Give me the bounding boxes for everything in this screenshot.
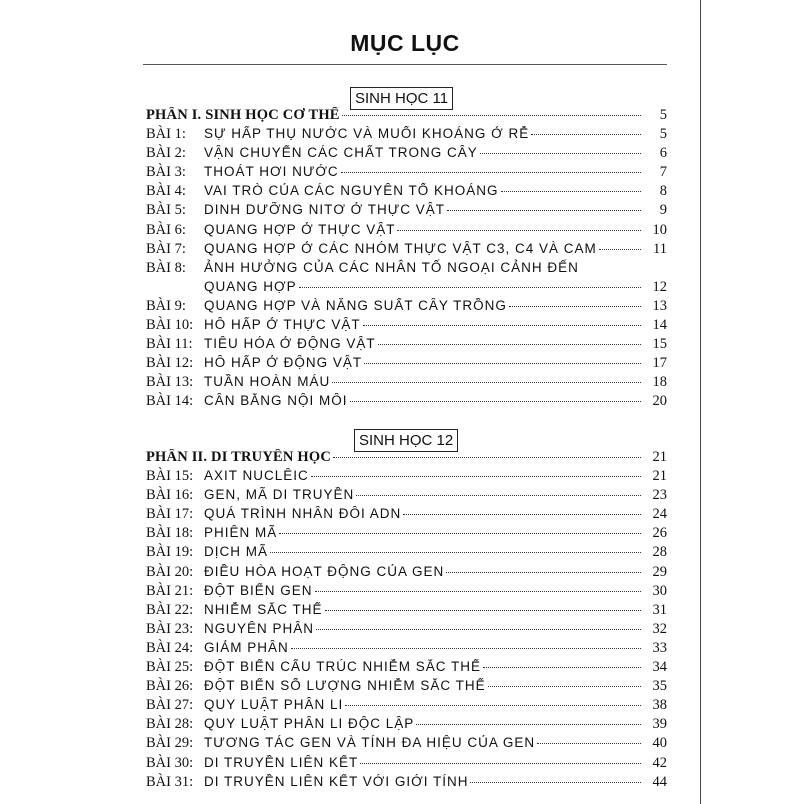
page-number: 5 bbox=[659, 126, 667, 143]
dot-leader bbox=[356, 495, 641, 496]
dot-leader bbox=[446, 572, 641, 573]
toc-row[interactable] bbox=[146, 544, 667, 563]
lesson-number: BÀI 23: bbox=[146, 620, 194, 637]
page-number: 42 bbox=[652, 754, 667, 771]
page-number: 23 bbox=[652, 487, 667, 504]
page-number: 7 bbox=[659, 164, 667, 181]
toc-row[interactable] bbox=[146, 583, 667, 602]
dot-leader bbox=[531, 134, 641, 135]
lesson-title: QUY LUẬT PHÂN LI bbox=[204, 697, 344, 713]
lesson-title: QUANG HỢP Ở THỰC VẬT bbox=[204, 221, 396, 237]
page-title: MỤC LỤC bbox=[350, 30, 460, 56]
lesson-title: PHIÊN MÃ bbox=[204, 525, 278, 541]
lesson-number: BÀI 15: bbox=[146, 468, 194, 485]
page-number: 44 bbox=[652, 773, 667, 790]
page-number: 39 bbox=[652, 716, 667, 733]
dot-leader bbox=[403, 514, 641, 515]
lesson-number: BÀI 24: bbox=[146, 639, 194, 656]
dot-leader bbox=[378, 344, 641, 345]
page-number: 38 bbox=[652, 697, 667, 714]
lesson-number: BÀI 1: bbox=[146, 126, 186, 143]
part-heading-row[interactable] bbox=[146, 107, 667, 126]
lesson-title: TƯƠNG TÁC GEN VÀ TÍNH ĐA HIỆU CỦA GEN bbox=[204, 735, 536, 751]
lesson-number: BÀI 3: bbox=[146, 164, 186, 181]
lesson-number: BÀI 29: bbox=[146, 735, 194, 752]
dot-leader bbox=[501, 191, 641, 192]
lesson-number: BÀI 26: bbox=[146, 678, 194, 695]
toc-row[interactable] bbox=[146, 260, 667, 279]
lesson-title: ĐỘT BIẾN CẤU TRÚC NHIỄM SẮC THỂ bbox=[204, 659, 482, 675]
toc-section-2 bbox=[146, 449, 667, 793]
toc-row[interactable] bbox=[146, 659, 667, 678]
dot-leader bbox=[291, 648, 641, 649]
dot-leader bbox=[279, 533, 641, 534]
toc-row[interactable] bbox=[146, 336, 667, 355]
lesson-title: TUẦN HOÀN MÁU bbox=[204, 374, 331, 390]
dot-leader bbox=[325, 610, 641, 611]
lesson-number: BÀI 16: bbox=[146, 487, 194, 504]
toc-row[interactable] bbox=[146, 716, 667, 735]
page-number: 13 bbox=[652, 297, 667, 314]
toc-row[interactable] bbox=[146, 506, 667, 525]
lesson-title: QUÁ TRÌNH NHÂN ĐÔI ADN bbox=[204, 506, 402, 522]
section-heading-sinh-hoc-12: SINH HỌC 12 bbox=[354, 429, 458, 452]
toc-row[interactable] bbox=[146, 355, 667, 374]
dot-leader bbox=[270, 552, 641, 553]
lesson-title: DI TRUYỀN LIÊN KẾT bbox=[204, 754, 359, 770]
page-number: 14 bbox=[652, 317, 667, 334]
lesson-title: QUY LUẬT PHÂN LI ĐỘC LẬP bbox=[204, 716, 415, 732]
lesson-number: BÀI 10: bbox=[146, 317, 194, 334]
lesson-number: BÀI 9: bbox=[146, 297, 186, 314]
page-number: 21 bbox=[652, 468, 667, 485]
toc-row[interactable] bbox=[146, 241, 667, 260]
lesson-title: HÔ HẤP Ở ĐỘNG VẬT bbox=[204, 355, 363, 371]
lesson-number: BÀI 25: bbox=[146, 659, 194, 676]
toc-row[interactable] bbox=[146, 640, 667, 659]
lesson-title: SỰ HẤP THỤ NƯỚC VÀ MUỐI KHOÁNG Ở RỄ bbox=[204, 126, 530, 142]
lesson-number: BÀI 13: bbox=[146, 374, 194, 391]
lesson-title: TIÊU HÓA Ở ĐỘNG VẬT bbox=[204, 336, 376, 352]
lesson-title: NHIỄM SẮC THỂ bbox=[204, 601, 323, 617]
page-number: 6 bbox=[659, 145, 667, 162]
lesson-title: DINH DƯỠNG NITƠ Ở THỰC VẬT bbox=[204, 202, 446, 218]
lesson-title: AXIT NUCLÊIC bbox=[204, 468, 309, 484]
toc-row[interactable] bbox=[146, 202, 667, 221]
page-number: 34 bbox=[652, 659, 667, 676]
lesson-number: BÀI 6: bbox=[146, 221, 186, 238]
lesson-number: BÀI 22: bbox=[146, 601, 194, 618]
dot-leader bbox=[483, 667, 641, 668]
toc-row[interactable] bbox=[146, 126, 667, 145]
toc-row[interactable] bbox=[146, 678, 667, 697]
dot-leader bbox=[341, 172, 641, 173]
toc-row[interactable] bbox=[146, 145, 667, 164]
lesson-title: ĐỘT BIẾN GEN bbox=[204, 582, 313, 598]
lesson-number: BÀI 7: bbox=[146, 240, 186, 257]
section-heading-sinh-hoc-11: SINH HỌC 11 bbox=[350, 87, 453, 110]
toc-row[interactable] bbox=[146, 697, 667, 716]
lesson-title: ĐỘT BIẾN SỐ LƯỢNG NHIỄM SẮC THỂ bbox=[204, 678, 486, 694]
title-divider bbox=[143, 64, 667, 65]
lesson-title: GEN, MÃ DI TRUYỀN bbox=[204, 487, 355, 503]
dot-leader bbox=[488, 686, 641, 687]
lesson-title: DỊCH MÃ bbox=[204, 544, 268, 560]
page-number: 33 bbox=[652, 639, 667, 656]
lesson-number: BÀI 31: bbox=[146, 773, 194, 790]
page-number: 35 bbox=[652, 678, 667, 695]
page-number: 17 bbox=[652, 355, 667, 372]
lesson-number: BÀI 2: bbox=[146, 145, 186, 162]
page-number: 20 bbox=[652, 393, 667, 410]
lesson-number: BÀI 11: bbox=[146, 336, 193, 353]
page-number: 30 bbox=[652, 582, 667, 599]
toc-row[interactable] bbox=[146, 317, 667, 336]
lesson-number: BÀI 21: bbox=[146, 582, 194, 599]
toc-row[interactable] bbox=[146, 374, 667, 393]
dot-leader bbox=[332, 382, 641, 383]
page-number: 29 bbox=[652, 563, 667, 580]
toc-row-continued[interactable] bbox=[146, 279, 667, 298]
toc-row[interactable] bbox=[146, 164, 667, 183]
dot-leader bbox=[360, 763, 641, 764]
page-number: 40 bbox=[652, 735, 667, 752]
toc-row[interactable] bbox=[146, 468, 667, 487]
dot-leader bbox=[397, 230, 641, 231]
lesson-title: THOÁT HƠI NƯỚC bbox=[204, 164, 339, 180]
dot-leader bbox=[299, 287, 641, 288]
page-number: 9 bbox=[659, 202, 667, 219]
page-number: 31 bbox=[652, 601, 667, 618]
page-number: 32 bbox=[652, 620, 667, 637]
lesson-number: BÀI 27: bbox=[146, 697, 194, 714]
dot-leader bbox=[333, 457, 641, 458]
lesson-title: NGUYÊN PHÂN bbox=[204, 620, 315, 636]
lesson-number: BÀI 5: bbox=[146, 202, 186, 219]
toc-section-1 bbox=[146, 107, 667, 413]
lesson-title: QUANG HỢP VÀ NĂNG SUẤT CÂY TRỒNG bbox=[204, 297, 507, 313]
dot-leader bbox=[342, 115, 641, 116]
lesson-number: BÀI 30: bbox=[146, 754, 194, 771]
lesson-title: ĐIỀU HÒA HOẠT ĐỘNG CỦA GEN bbox=[204, 563, 445, 579]
lesson-number: BÀI 4: bbox=[146, 183, 186, 200]
dot-leader bbox=[316, 629, 641, 630]
toc-row[interactable] bbox=[146, 393, 667, 412]
part-heading-row[interactable] bbox=[146, 449, 667, 468]
toc-row[interactable] bbox=[146, 222, 667, 241]
lesson-title-continued: QUANG HỢP bbox=[204, 278, 297, 294]
page-number: 11 bbox=[653, 240, 667, 257]
lesson-title: DI TRUYỀN LIÊN KẾT VỚI GIỚI TÍNH bbox=[204, 773, 469, 789]
lesson-title: GIẢM PHÂN bbox=[204, 639, 289, 655]
dot-leader bbox=[363, 325, 641, 326]
page-number: 8 bbox=[659, 183, 667, 200]
dot-leader bbox=[350, 401, 641, 402]
dot-leader bbox=[537, 743, 641, 744]
page-number: 21 bbox=[652, 449, 667, 465]
lesson-title: ẢNH HƯỞNG CỦA CÁC NHÂN TỐ NGOẠI CẢNH ĐẾN bbox=[204, 259, 579, 275]
lesson-number: BÀI 28: bbox=[146, 716, 194, 733]
lesson-number: BÀI 18: bbox=[146, 525, 194, 542]
dot-leader bbox=[311, 476, 641, 477]
dot-leader bbox=[509, 306, 641, 307]
dot-leader bbox=[470, 782, 641, 783]
toc-row[interactable] bbox=[146, 755, 667, 774]
lesson-title: VAI TRÒ CỦA CÁC NGUYÊN TỐ KHOÁNG bbox=[204, 183, 499, 199]
part-title: PHẦN II. DI TRUYỀN HỌC bbox=[146, 449, 331, 465]
toc-row[interactable] bbox=[146, 774, 667, 793]
dot-leader bbox=[315, 591, 641, 592]
lesson-title: QUANG HỢP Ở CÁC NHÓM THỰC VẬT C3, C4 VÀ CAM bbox=[204, 240, 597, 256]
page-number: 5 bbox=[659, 107, 667, 123]
lesson-title: VẬN CHUYỂN CÁC CHẤT TRONG CÂY bbox=[204, 145, 478, 161]
page-number: 26 bbox=[652, 525, 667, 542]
page-number: 24 bbox=[652, 506, 667, 523]
lesson-number: BÀI 20: bbox=[146, 563, 194, 580]
lesson-number: BÀI 17: bbox=[146, 506, 194, 523]
toc-row[interactable] bbox=[146, 621, 667, 640]
page-number: 18 bbox=[652, 374, 667, 391]
toc-row[interactable] bbox=[146, 602, 667, 621]
page-edge-line bbox=[700, 0, 701, 804]
dot-leader bbox=[599, 249, 641, 250]
toc-row[interactable] bbox=[146, 298, 667, 317]
toc-row[interactable] bbox=[146, 487, 667, 506]
dot-leader bbox=[345, 705, 641, 706]
dot-leader bbox=[480, 153, 641, 154]
page-number: 15 bbox=[652, 336, 667, 353]
lesson-number: BÀI 14: bbox=[146, 393, 194, 410]
lesson-number: BÀI 8: bbox=[146, 259, 186, 276]
page-number: 28 bbox=[652, 544, 667, 561]
toc-row[interactable] bbox=[146, 525, 667, 544]
part-title: PHẦN I. SINH HỌC CƠ THỂ bbox=[146, 107, 340, 123]
page-number: 12 bbox=[652, 278, 667, 295]
lesson-title: HÔ HẤP Ở THỰC VẬT bbox=[204, 317, 361, 333]
dot-leader bbox=[416, 724, 641, 725]
toc-row[interactable] bbox=[146, 183, 667, 202]
dot-leader bbox=[364, 363, 641, 364]
lesson-number: BÀI 19: bbox=[146, 544, 194, 561]
page-number: 10 bbox=[652, 221, 667, 238]
lesson-title: CÂN BẰNG NỘI MÔI bbox=[204, 393, 348, 409]
toc-row[interactable] bbox=[146, 735, 667, 754]
dot-leader bbox=[447, 210, 641, 211]
toc-row[interactable] bbox=[146, 564, 667, 583]
lesson-number: BÀI 12: bbox=[146, 355, 194, 372]
